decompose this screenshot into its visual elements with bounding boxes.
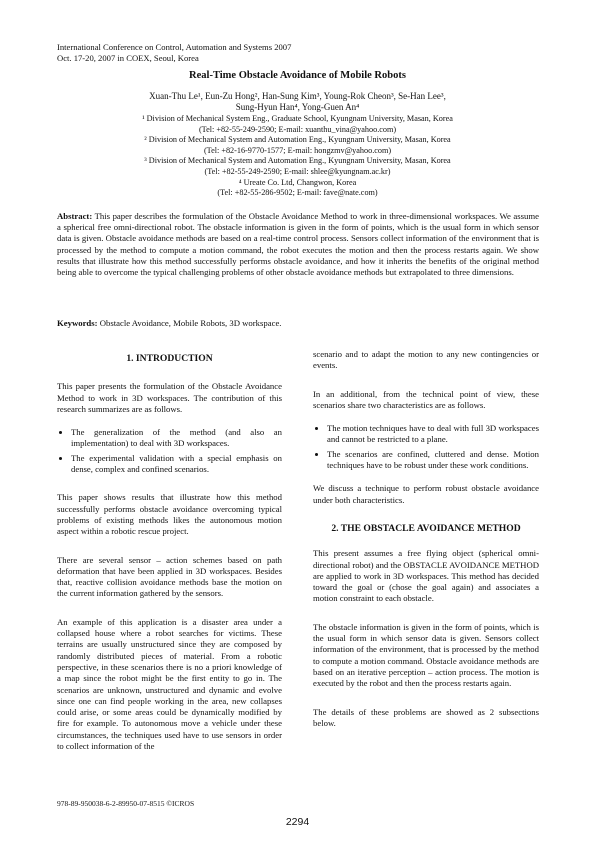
affiliation-1-contact: (Tel: +82-55-249-2590; E-mail: xuanthu_vina@yahoo.com) — [198, 124, 397, 134]
author-list — [0, 91, 595, 113]
authors-line-2: Sung-Hyun Han⁴, Yong-Guen An⁴ — [235, 102, 360, 112]
intro-bullet-list — [57, 427, 282, 475]
scenario-bullet-1: • The motion techniques have to deal with full 3D workspaces and cannot be restricted to a plane. — [327, 423, 539, 446]
abstract-label: Abstract: — [57, 211, 93, 221]
method-paragraph-2: The obstacle information is given in the form of points, which is the usual form in which sensor data is given. Sensors collect information of the environment, that is processed by the method to compute a motion command. Obstacle avoidance methods are based on an iterative perception – action process. The motion is executed by the robot and then the process restarts again. — [313, 621, 539, 689]
abstract — [57, 211, 539, 278]
scenario-bullet-list — [313, 423, 539, 471]
affiliation-2: ² Division of Mechanical System and Automation Eng., Kyungnam University, Masan, Korea — [144, 135, 451, 145]
affiliation-1: ¹ Division of Mechanical System Eng., Graduate School, Kyungnam University, Masan, Korea — [142, 114, 453, 123]
intro-paragraph-7: We discuss a technique to perform robust obstacle avoidance under both characteristics. — [313, 483, 539, 505]
keywords — [57, 318, 539, 329]
left-column — [57, 350, 282, 752]
affiliation-3-contact: (Tel: +82-55-249-2590; E-mail: shlee@kyungnam.ac.kr) — [204, 166, 391, 176]
section-2-heading: 2. THE OBSTACLE AVOIDANCE METHOD — [331, 522, 521, 534]
intro-paragraph-5: scenario and to adapt the motion to any new contingencies or events. — [313, 349, 539, 371]
intro-paragraph-6: In an additional, from the technical point of view, these scenarios share two characteristics are as follows. — [313, 388, 539, 410]
intro-paragraph-2: This paper shows results that illustrate how this method successfully performs obstacle avoidance overcoming typical problems of existing methods likes the autonomous motion aspect within a robotic rescue project. — [57, 492, 282, 537]
authors-line-1: Xuan-Thu Le¹, Eun-Zu Hong², Han-Sung Kim³, Young-Rok Cheon³, Se-Han Lee³, — [149, 91, 446, 101]
affiliations — [0, 114, 595, 199]
intro-bullet-2: • The experimental validation with a special emphasis on dense, complex and confined scenarios. — [71, 453, 282, 476]
method-paragraph-1: This present assumes a free flying object (spherical omni-directional robot) and the OBSTACLE AVOIDANCE METHOD are applied to work in 3D workspaces. This method has decided toward the goal or (chose the goal again) and associates a motion constraint to each obstacle. — [313, 548, 539, 604]
right-column — [313, 349, 539, 729]
affiliation-2-contact: (Tel: +82-16-9770-1577; E-mail: hongzmv@yahoo.com) — [203, 145, 392, 155]
page-number: 2294 — [285, 816, 310, 828]
paper-title: Real-Time Obstacle Avoidance of Mobile Robots — [189, 70, 406, 81]
intro-paragraph-3: There are several sensor – action schemes based on path deformation that have been applied in 3D workspaces. Besides that, reactive collision avoidance methods base the motion on the current information gathered by the sensors. — [57, 554, 282, 599]
affiliation-4-contact: (Tel: +82-55-286-9502; E-mail: fave@nate.com) — [217, 188, 378, 198]
conference-header — [57, 42, 291, 64]
isbn-footer: 978-89-950038-6-2-89950-07-8515 ©ICROS — [57, 799, 195, 808]
intro-paragraph-1: This paper presents the formulation of the Obstacle Avoidance Method to work in 3D workspaces. The contribution of this research summarizes are as follows. — [57, 381, 282, 414]
scenario-bullet-2: • The scenarios are confined, cluttered and dense. Motion techniques have to be robust under these work conditions. — [327, 449, 539, 472]
abstract-text: This paper describes the formulation of the Obstacle Avoidance Method to work in three-dimensional workspaces. We assume a spherical free omni-directional robot. The obstacle information is given in the form of points, which is the usual form in which sensor data is given. Obstacle avoidance methods are based on a real-time control process. Sensors collect information of the environment that is processed by the method to compute a motion command, the robot executes the motion and then the process restarts again. We show results that illustrate how this method successfully performs obstacle avoidance, and how it inherits the benefits of the original method being able to overcome the typical challenging problems of other obstacle avoidance methods but extrapolated to three dimensions. — [57, 211, 539, 278]
conference-date-place: Oct. 17-20, 2007 in COEX, Seoul, Korea — [57, 53, 199, 63]
keywords-label: Keywords: — [57, 318, 98, 328]
affiliation-3: ³ Division of Mechanical System and Automation Eng., Kyungnam University, Masan, Korea — [144, 156, 451, 166]
method-paragraph-3: The details of these problems are showed as 2 subsections below. — [313, 706, 539, 728]
keywords-text: Obstacle Avoidance, Mobile Robots, 3D workspace. — [97, 318, 282, 328]
section-1-heading: 1. INTRODUCTION — [126, 353, 213, 364]
conference-name: International Conference on Control, Automation and Systems 2007 — [57, 42, 292, 52]
intro-bullet-1: • The generalization of the method (and also an implementation) to deal with 3D workspaces. — [71, 427, 282, 450]
affiliation-4: ⁴ Ureate Co. Ltd, Changwon, Korea — [238, 177, 357, 187]
intro-paragraph-4: An example of this application is a disaster area under a collapsed house where a robot searches for victims. These terrains are usually unstructured since they are composed by randomly distributed pieces of material. From a robotic perspective, in these scenarios there is no a priori knowledge of a map since the robot might be the first entity to go in. The scenarios are unknown, unstructured and dynamic and evolve since one can find people working in the area, new collapses could arise, or some areas could be dynamically modified by fire for example. To autonomous move a vehicle under these circumstances, the techniques used have to use sensors in order to collect information of the — [57, 616, 282, 752]
